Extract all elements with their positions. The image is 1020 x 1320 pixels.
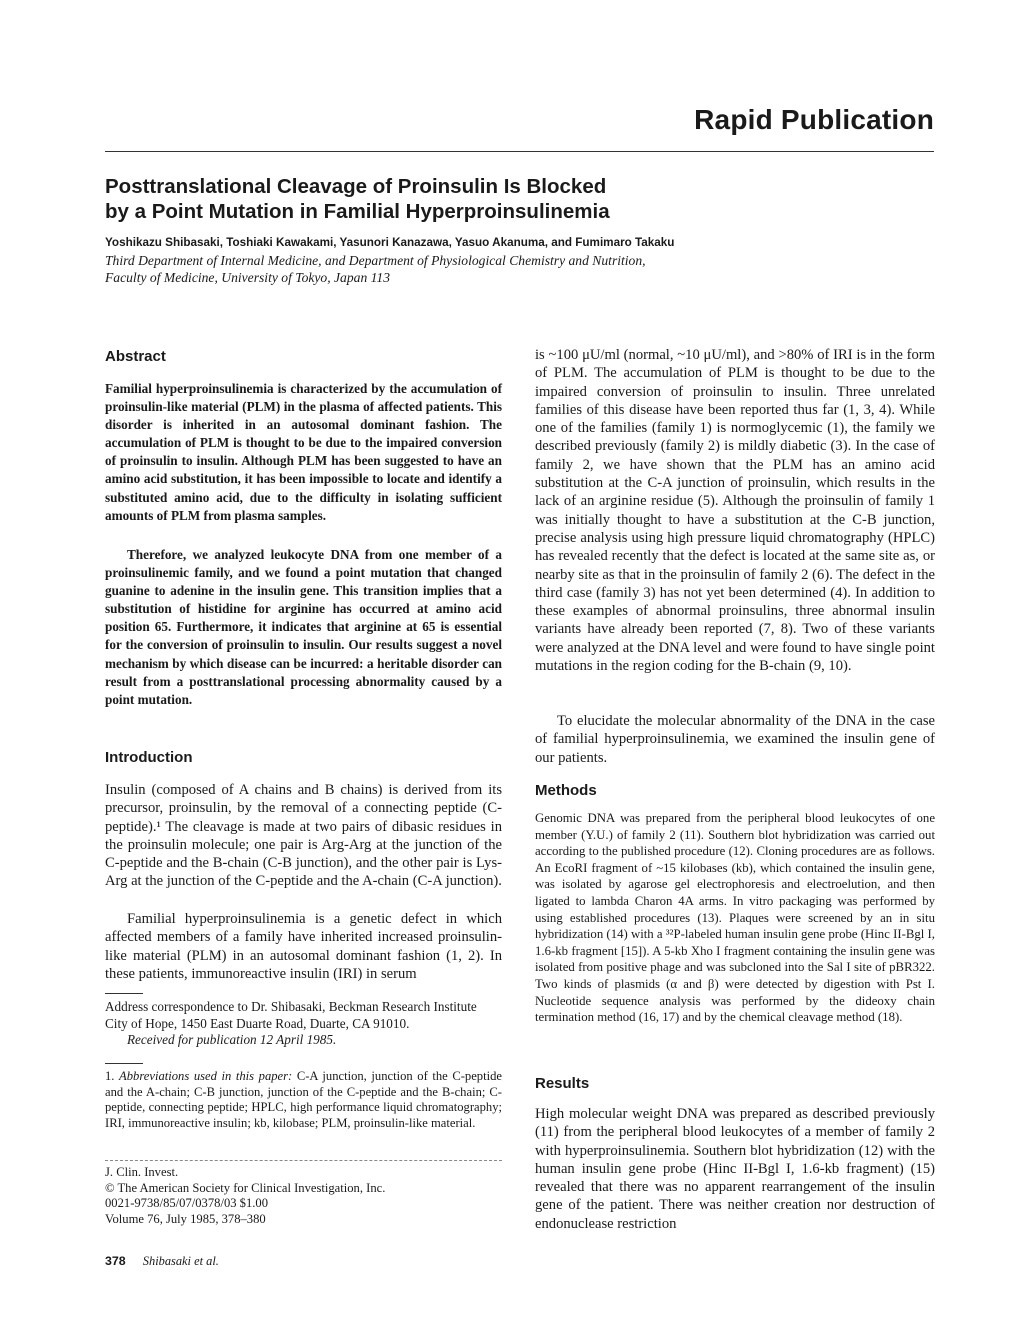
header-rule	[105, 151, 934, 152]
correspondence-note	[105, 999, 502, 1049]
abbreviations-footnote	[105, 1069, 502, 1131]
page-number: 378	[105, 1254, 126, 1268]
abstract-paragraph-2: Therefore, we analyzed leukocyte DNA from one member of a proinsulinemic family, and we found a point mutation that changed guanine to adenine in the insulin gene. This transition implies that a substitution of histidine for arginine has occurred at amino acid position 65. Furthermore, it indicates that arginine at 65 is essential for the conversion of proinsulin to insulin. Our results suggest a novel mechanism by which disease can be incurred: a heritable disorder can result from a posttranslational processing abnormality caused by a point mutation.	[105, 547, 502, 707]
title-line-2: by a Point Mutation in Familial Hyperproinsulinemia	[105, 200, 610, 223]
intro-paragraph-1: Insulin (composed of A chains and B chains) is derived from its precursor, proinsulin, by the removal of a connecting peptide (C-peptide).¹ The cleavage is made at two pairs of dibasic residues in the proinsulin molecule; one pair is Arg-Arg at the junction of the C-peptide and the B-chain (C-B junction), and the other pair is Lys-Arg at the junction of the C-peptide and the A-chain (C-A junction).	[105, 782, 502, 890]
citation-rule	[105, 1160, 502, 1161]
methods-paragraph: Genomic DNA was prepared from the peripheral blood leukocytes of one member (Y.U.) of family 2 (11). Southern blot hybridization was carried out according to the published procedure (12). Cloning procedures are as follows. An EcoRI fragment of ~15 kilobases (kb), which contained the insulin gene, was isolated by agarose gel electrophoresis and electroelution, and then ligated to lambda Charon 4A arms. In vitro packaging was performed by using established procedures (13). Plaques were screened by an in situ hybridization (14) with a ³²P-labeled human insulin gene probe (Hinc II-Bgl I, 1.6-kb fragment [15]). A 5-kb Xho I fragment containing the insulin gene was isolated from positive phage and was subcloned into the Sal I site of pBR322. Two kinds of plasmids (α and β) were detected by digestion with Pst I. Nucleotide sequence analysis was performed by the dideoxy chain termination method (16, 17) and by the chemical cleavage method (18).	[535, 811, 936, 1025]
correspondence-rule	[105, 993, 143, 994]
copyright-line: © The American Society for Clinical Investigation, Inc.	[105, 1180, 386, 1195]
article-title	[105, 174, 805, 224]
correspondence-line-1: Address correspondence to Dr. Shibasaki, Beckman Research Institute	[105, 999, 477, 1014]
right-intro-paragraph: is ~100 μU/ml (normal, ~10 μU/ml), and >80% of IRI is in the form of PLM. The accumulation of PLM is thought to be due to the impaired conversion of proinsulin to insulin. Three unrelated families of this disease have been reported thus far (1, 3, 4). While one of the families (family 1) is normoglycemic (1), the family we described previously (family 2) is mildly diabetic (3). In the case of family 2, we have shown that the PLM has an amino acid substitution at the C-A junction of proinsulin, which results in the lack of an arginine residue (5). Although the proinsulin of family 1 was initially thought to have a substitution at the C-B junction, precise analysis using high pressure liquid chromatography (HPLC) has revealed recently that the defect is located at the same site as, or nearby site as that in the proinsulin of family 2 (6). The defect in the third case (family 3) has not yet been determined (4). In addition to these examples of abnormal proinsulins, three abnormal insulin variants have already been reported (7, 8). Two of these variants were analyzed at the DNA level and were found to have single point mutations in the region coding for the B-chain (9, 10).	[535, 347, 935, 675]
correspondence-line-2: City of Hope, 1450 East Duarte Road, Duarte, CA 91010.	[105, 1015, 410, 1031]
results-heading: Results	[535, 1075, 590, 1092]
footnote-text: C-A junction, junction of the C-peptide and the A-chain; C-B junction, junction of the C-peptide and the B-chain; C-peptide, connecting peptide; HPLC, high performance liquid chromatography; IRI, immunoreactive insulin; kb, kilobase; PLM, proinsulin-like material.	[105, 1069, 502, 1130]
section-label: Rapid Publication	[694, 104, 934, 135]
footnote-rule	[105, 1063, 143, 1064]
methods-heading: Methods	[535, 782, 597, 799]
issn-line: 0021-9738/85/07/0378/03 $1.00	[105, 1196, 269, 1210]
received-date: Received for publication 12 April 1985.	[127, 1032, 337, 1047]
running-author: Shibasaki et al.	[142, 1254, 219, 1268]
author-list: Yoshikazu Shibasaki, Toshiaki Kawakami, Yasunori Kanazawa, Yasuo Akanuma, and Fumimaro Takaku	[105, 236, 675, 249]
journal-name: J. Clin. Invest.	[105, 1165, 179, 1179]
page-footer	[105, 1254, 219, 1269]
introduction-heading: Introduction	[105, 749, 193, 766]
citation-block	[105, 1165, 385, 1227]
affiliation	[105, 252, 646, 286]
footnote-marker: 1.	[105, 1069, 115, 1083]
title-line-1: Posttranslational Cleavage of Proinsulin Is Blocked	[105, 175, 607, 198]
abstract-heading: Abstract	[105, 348, 166, 365]
affiliation-line-2: Faculty of Medicine, University of Tokyo, Japan 113	[105, 270, 391, 285]
intro-paragraph-2: Familial hyperproinsulinemia is a genetic defect in which affected members of a family have inherited increased proinsulin-like material (PLM) in an autosomal dominant fashion (1, 2). In these patients, immunoreactive insulin (IRI) in serum	[105, 911, 502, 982]
volume-line: Volume 76, July 1985, 378–380	[105, 1211, 266, 1226]
right-intro-paragraph-2: To elucidate the molecular abnormality of the DNA in the case of familial hyperproinsulinemia, we examined the insulin gene of our patients.	[535, 713, 935, 766]
affiliation-line-1: Third Department of Internal Medicine, and Department of Physiological Chemistry and Nutrition,	[105, 253, 646, 268]
footnote-label: Abbreviations used in this paper:	[119, 1069, 293, 1083]
abstract-paragraph-1: Familial hyperproinsulinemia is characterized by the accumulation of proinsulin-like material (PLM) in the plasma of affected patients. This disorder is inherited in an autosomal dominant fashion. The accumulation of PLM is thought to be due to the impaired conversion of proinsulin to insulin. Although PLM has been suggested to have an amino acid substitution, it has been impossible to locate and identify a substituted amino acid, due to the difficulty in isolating sufficient amounts of PLM from plasma samples.	[105, 381, 502, 523]
results-paragraph: High molecular weight DNA was prepared as described previously (11) from the peripheral blood leukocytes of a member of family 2 with hyperproinsulinemia. Southern blot hybridization (12) with the human insulin gene probe (Hinc II-Bgl I, 1.6-kb fragment) (15) revealed that there was no apparent rearrangement of the insulin gene of the patient. There was neither creation nor destruction of endonuclease restriction	[535, 1106, 935, 1232]
